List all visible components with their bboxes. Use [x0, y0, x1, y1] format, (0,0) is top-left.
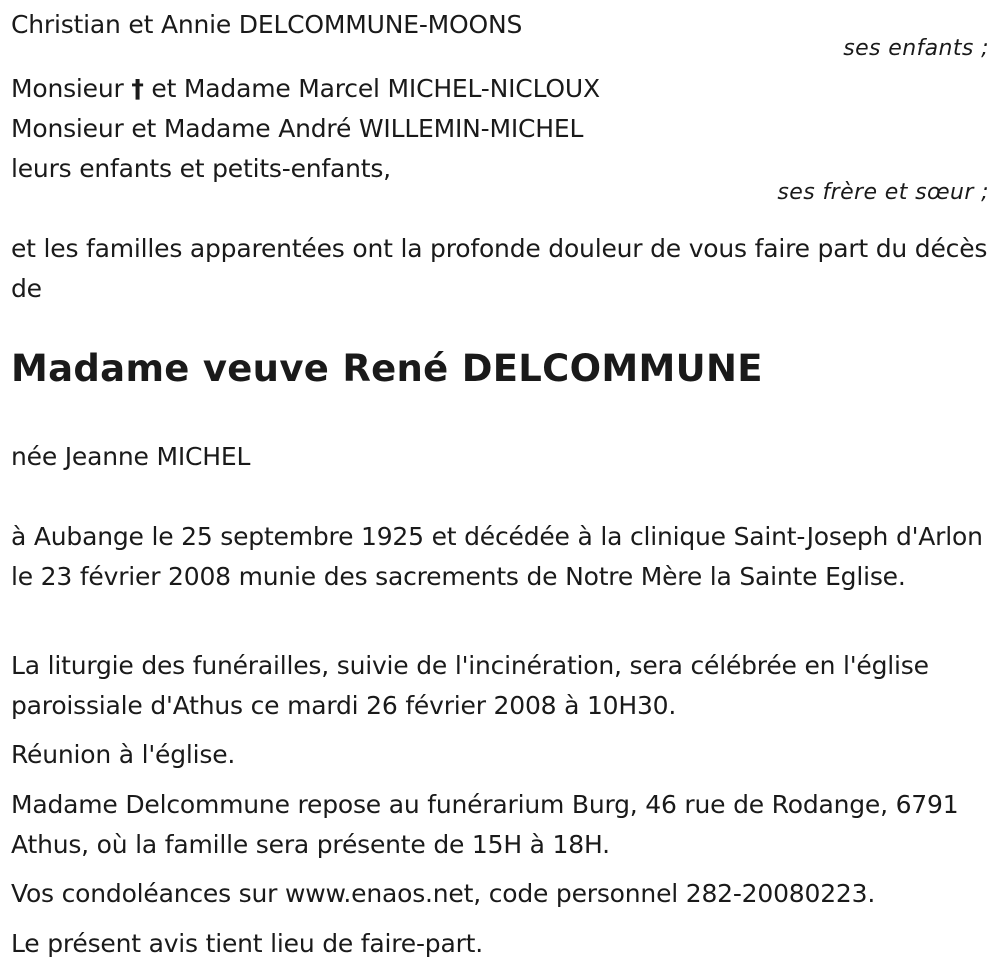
announcement-paragraph: et les familles apparentées ont la profonde douleur de vous faire part du décès de	[11, 234, 988, 303]
notice-line: Le présent avis tient lieu de faire-part.	[11, 929, 484, 958]
birth-death-paragraph: à Aubange le 25 septembre 1925 et décédée à la clinique Saint-Joseph d'Arlon le 23 février 2008 munie des sacrements de Notre Mère la Sainte Eglise.	[11, 522, 983, 591]
children-role: ses enfants ;	[843, 36, 989, 61]
sibling2-line: Monsieur et Madame André WILLEMIN-MICHEL	[11, 114, 584, 143]
children-line: Christian et Annie DELCOMMUNE-MOONS	[11, 10, 523, 39]
maiden-name: née Jeanne MICHEL	[11, 442, 251, 471]
meeting-line: Réunion à l'église.	[11, 740, 236, 769]
siblings-role: ses frère et sœur ;	[777, 180, 989, 205]
sibling1-prefix: Monsieur	[11, 74, 132, 103]
cross-icon: †	[131, 74, 144, 103]
sibling-descendants-line: leurs enfants et petits-enfants,	[11, 154, 391, 183]
condolences-line: Vos condoléances sur www.enaos.net, code personnel 282-20080223.	[11, 879, 876, 908]
sibling1-suffix: et Madame Marcel MICHEL-NICLOUX	[143, 74, 600, 103]
liturgy-paragraph: La liturgie des funérailles, suivie de l'incinération, sera célébrée en l'église paroissiale d'Athus ce mardi 26 février 2008 à 10H30.	[11, 651, 929, 720]
rest-paragraph: Madame Delcommune repose au funérarium Burg, 46 rue de Rodange, 6791 Athus, où la famille sera présente de 15H à 18H.	[11, 790, 959, 859]
deceased-name: Madame veuve René DELCOMMUNE	[11, 347, 763, 390]
sibling1-line	[11, 69, 600, 109]
